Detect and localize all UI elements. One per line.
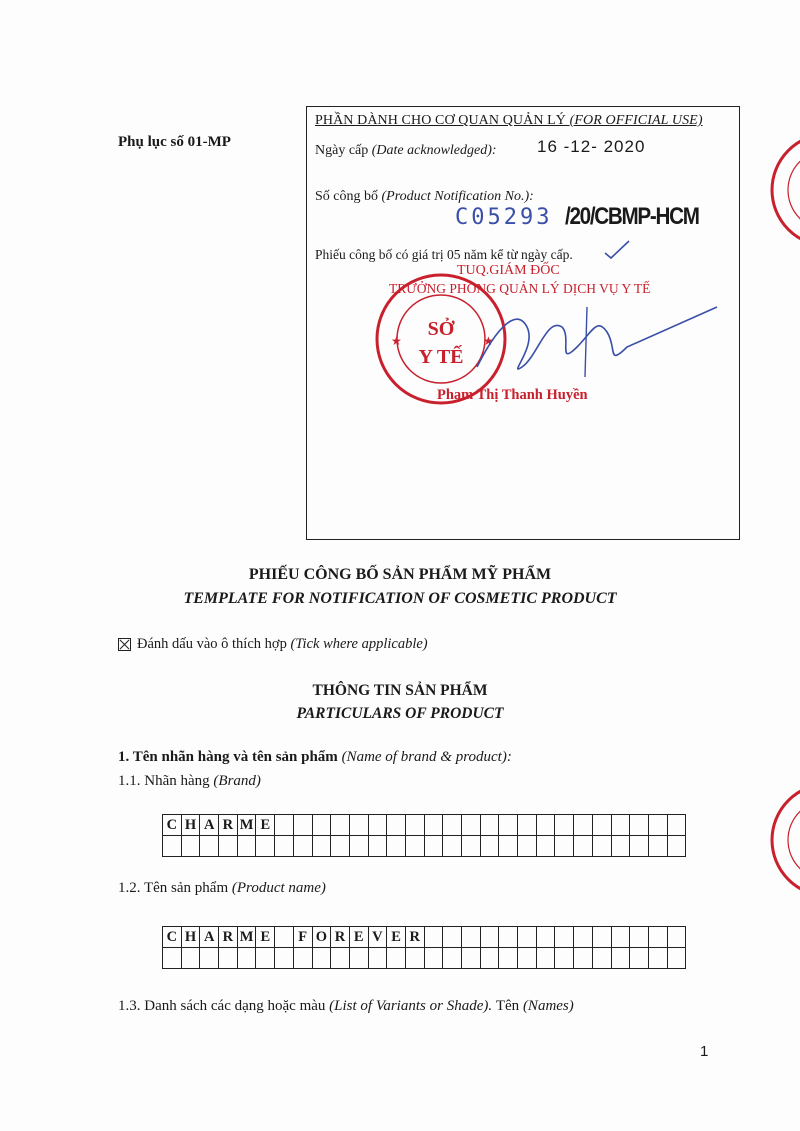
question-1-3-en: (List of Variants or Shade). [329,998,493,1014]
document-title-en: TEMPLATE FOR NOTIFICATION OF COSMETIC PRODUCT [183,590,617,607]
notification-number-label [315,189,534,205]
brand-letter-cell [518,836,537,857]
product-letter-cell [667,948,686,969]
brand-letter-cell [349,836,368,857]
brand-letter-cell [275,836,294,857]
product-letter-cell [518,948,537,969]
brand-letter-cell [293,836,312,857]
question-1-vi: 1. Tên nhãn hàng và tên sản phẩm [118,749,338,765]
question-1-3-en2: (Names) [522,998,574,1014]
brand-letter-cell [312,815,331,836]
brand-letter-cell [592,836,611,857]
product-letter-cell [462,948,481,969]
grid-row [163,927,686,948]
brand-letter-cell [368,815,387,836]
product-letter-cell [630,948,649,969]
brand-letter-cell [592,815,611,836]
question-1-2-vi: 1.2. Tên sản phẩm [118,880,229,896]
brand-letter-cell [405,836,424,857]
brand-letter-cell [536,815,555,836]
section-title-vi: THÔNG TIN SẢN PHẨM [312,682,488,699]
page-number: 1 [700,1043,709,1060]
question-1-en: (Name of brand & product): [341,749,512,765]
product-letter-cell: V [368,927,387,948]
product-letter-cell [648,948,667,969]
validity-note: Phiếu công bố có giá trị 05 năm kể từ ngày cấp. [315,247,573,262]
brand-letter-cell [387,836,406,857]
product-letter-cell: E [256,927,275,948]
notification-number-suffix: /20/CBMP-HCM [565,203,699,230]
brand-letter-grid [162,814,686,857]
product-letter-cell [555,927,574,948]
product-letter-cell [536,927,555,948]
brand-letter-cell [293,815,312,836]
question-1 [118,749,512,766]
stamp-department: TRƯỞNG PHÒNG QUẢN LÝ DỊCH VỤ Y TẾ [389,281,651,296]
brand-letter-cell [331,836,350,857]
question-1-3 [118,998,574,1015]
brand-letter-cell: A [200,815,219,836]
brand-letter-cell: M [237,815,256,836]
brand-letter-cell [536,836,555,857]
question-1-3-vi2: Tên [495,998,520,1014]
brand-letter-cell [499,815,518,836]
tick-instruction [118,636,428,653]
brand-letter-cell [443,836,462,857]
tick-box-icon [118,638,131,651]
product-letter-grid [162,926,686,969]
brand-letter-cell [219,836,238,857]
product-letter-cell: H [181,927,200,948]
product-letter-cell: F [293,927,312,948]
product-letter-cell: M [237,927,256,948]
product-letter-cell [200,948,219,969]
brand-letter-cell [667,836,686,857]
product-letter-cell [275,948,294,969]
question-1-3-vi: 1.3. Danh sách các dạng hoặc màu [118,998,326,1014]
official-header-en: (FOR OFFICIAL USE) [569,113,703,128]
brand-letter-cell [443,815,462,836]
product-letter-cell [387,948,406,969]
product-letter-cell [424,927,443,948]
document-title-vi: PHIẾU CÔNG BỐ SẢN PHẨM MỸ PHẨM [248,566,552,583]
brand-letter-cell [574,815,593,836]
question-1-2-en: (Product name) [231,880,326,896]
brand-letter-cell [480,815,499,836]
brand-letter-cell [480,836,499,857]
brand-letter-cell [667,815,686,836]
date-acknowledged-value: 16 -12- 2020 [537,137,646,156]
product-letter-cell [630,927,649,948]
question-1-1 [118,773,261,790]
brand-letter-cell [237,836,256,857]
product-letter-cell [574,948,593,969]
brand-letter-cell [256,836,275,857]
official-header-vi: PHẦN DÀNH CHO CƠ QUAN QUẢN LÝ [315,113,567,128]
tick-instruction-en: (Tick where applicable) [290,636,428,652]
brand-letter-cell [555,815,574,836]
official-box-header [315,113,703,129]
brand-letter-cell [462,836,481,857]
seal-text-bottom: Y TẾ [418,346,464,368]
brand-letter-cell [368,836,387,857]
product-letter-cell [555,948,574,969]
date-label-vi: Ngày cấp [315,143,369,158]
product-letter-cell: E [349,927,368,948]
grid-row [163,948,686,969]
product-letter-cell [181,948,200,969]
brand-letter-cell [163,836,182,857]
product-letter-cell [256,948,275,969]
brand-letter-cell: E [256,815,275,836]
product-letter-cell: R [331,927,350,948]
product-letter-cell [480,927,499,948]
brand-letter-cell [630,815,649,836]
brand-letter-cell: R [219,815,238,836]
section-title-en: PARTICULARS OF PRODUCT [296,705,504,722]
product-letter-cell [443,948,462,969]
product-letter-cell: R [219,927,238,948]
question-1-1-en: (Brand) [213,773,261,789]
number-label-en: (Product Notification No.): [381,189,534,204]
brand-letter-cell [574,836,593,857]
product-letter-cell [574,927,593,948]
appendix-label: Phụ lục số 01-MP [118,134,231,150]
brand-letter-cell [611,836,630,857]
seal-text-top: SỞ [427,318,455,340]
brand-letter-cell [648,815,667,836]
brand-letter-cell [424,836,443,857]
product-letter-cell [611,948,630,969]
checkmark-icon [603,239,631,261]
date-label-en: (Date acknowledged): [371,143,497,158]
product-letter-cell [611,927,630,948]
tick-instruction-vi: Đánh dấu vào ô thích hợp [137,636,287,652]
product-letter-cell [592,927,611,948]
brand-letter-cell [424,815,443,836]
brand-letter-cell [200,836,219,857]
signer-name: Phạm Thị Thanh Huyền [437,387,588,403]
brand-letter-cell [499,836,518,857]
date-acknowledged-label [315,143,497,159]
product-letter-cell [648,927,667,948]
product-letter-cell: E [387,927,406,948]
question-1-1-vi: 1.1. Nhãn hàng [118,773,210,789]
side-seal-fragment-icon [768,780,800,900]
brand-letter-cell [611,815,630,836]
brand-letter-cell [648,836,667,857]
product-letter-cell: R [405,927,424,948]
product-letter-cell [443,927,462,948]
svg-text:★: ★ [391,334,402,348]
product-letter-cell: A [200,927,219,948]
brand-letter-cell [462,815,481,836]
product-letter-cell [312,948,331,969]
product-letter-cell [331,948,350,969]
brand-letter-cell [331,815,350,836]
number-label-vi: Số công bố [315,189,378,204]
product-letter-cell [499,927,518,948]
svg-text:★: ★ [483,334,494,348]
official-use-box [306,106,740,540]
product-letter-cell [349,948,368,969]
product-letter-cell [499,948,518,969]
product-letter-cell [293,948,312,969]
brand-letter-cell [405,815,424,836]
brand-letter-cell [518,815,537,836]
product-letter-cell [518,927,537,948]
brand-letter-cell [630,836,649,857]
product-letter-cell [237,948,256,969]
product-letter-cell [368,948,387,969]
brand-letter-cell [312,836,331,857]
brand-letter-cell [181,836,200,857]
product-letter-cell [405,948,424,969]
product-letter-cell [462,927,481,948]
product-letter-cell [480,948,499,969]
product-letter-cell [275,927,294,948]
signature-icon [467,287,727,397]
brand-letter-cell [555,836,574,857]
grid-row [163,836,686,857]
brand-letter-cell [387,815,406,836]
side-seal-fragment-icon [768,130,800,250]
product-letter-cell [592,948,611,969]
brand-letter-cell: C [163,815,182,836]
question-1-2 [118,880,326,897]
stamp-title: TUQ.GIÁM ĐỐC [457,263,560,278]
brand-letter-cell: H [181,815,200,836]
product-letter-cell [424,948,443,969]
grid-row [163,815,686,836]
product-letter-cell [219,948,238,969]
product-letter-cell: O [312,927,331,948]
product-letter-cell [163,948,182,969]
product-letter-cell: C [163,927,182,948]
product-letter-cell [667,927,686,948]
notification-number-handwritten: C05293 [455,205,553,230]
brand-letter-cell [275,815,294,836]
product-letter-cell [536,948,555,969]
brand-letter-cell [349,815,368,836]
